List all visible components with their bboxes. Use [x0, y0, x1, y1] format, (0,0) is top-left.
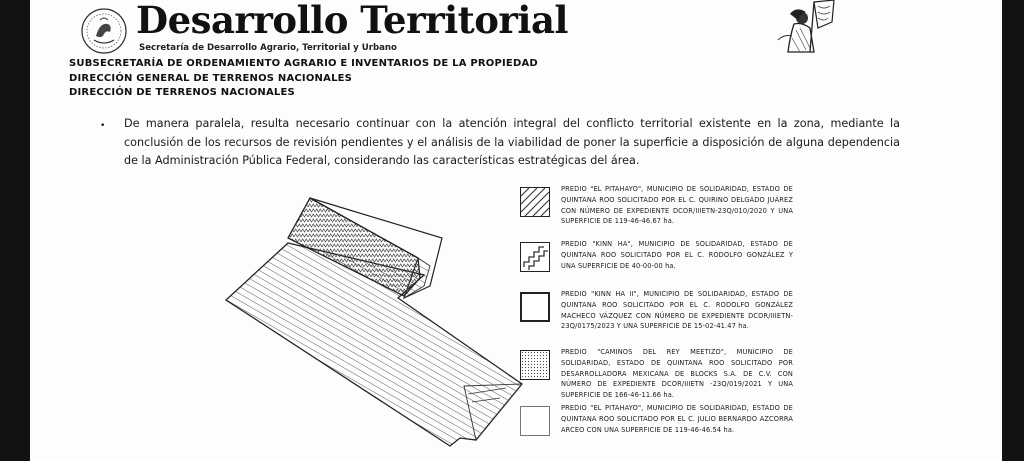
department-line-2: DIRECCIÓN GENERAL DE TERRENOS NACIONALES — [69, 73, 353, 84]
brand-title: Desarrollo Territorial — [136, 0, 568, 42]
brand-subtitle: Secretaría de Desarrollo Agrario, Territorial y Urbano — [139, 43, 397, 53]
left-dark-border — [0, 0, 30, 461]
department-line-3: DIRECCIÓN DE TERRENOS NACIONALES — [69, 87, 295, 98]
legend-text-3: PREDIO "KINN HA II", MUNICIPIO DE SOLIDARIDAD, ESTADO DE QUINTANA ROO SOLICITADO POR EL C. RODOLFO GONZÁLEZ MACHECO VÁZQUEZ CON NÚMERO DE EXPEDIENTE DCOR/IIIETN-23Q/0175/2023 Y UNA SUPERFICIE DE 15-02-41.47 ha. — [561, 290, 793, 331]
legend-text-4: PREDIO "CAMINOS DEL REY MEETIZO", MUNICIPIO DE SOLIDARIDAD, ESTADO DE QUINTANA ROO SOLICITADO POR DESARROLLADORA MEXICANA DE BLOCKS S.A. DE C.V. CON NÚMERO DE EXPEDIENTE DCOR/IIIETN -23Q/019/2021 Y UNA SUPERFICIE DE 166-46-11.66 ha. — [561, 348, 793, 400]
land-parcel-plan-diagram — [224, 188, 524, 448]
right-dark-border — [1002, 0, 1024, 461]
legend-text-5: PREDIO "EL PITAHAYO", MUNICIPIO DE SOLIDARIDAD, ESTADO DE QUINTANA ROO SOLICITADO POR EL C. JULIO BERNARDO AZCORRA ARCEO CON UNA SUPERFICIE DE 119-46-46.54 ha. — [561, 404, 793, 434]
body-paragraph: De manera paralela, resulta necesario continuar con la atención integral del conflicto territorial existente en la zona, mediante la conclusión de los recursos de revisión pendientes y el análisis de la viabilidad de poner la superficie a disposición de alguna dependencia de la Administración Pública Federal, considerando las características estratégicas del área. — [124, 117, 900, 167]
female-figure-with-flag-icon — [760, 0, 838, 56]
dotted-swatch-icon — [520, 350, 550, 380]
diagonal-hatch-swatch-icon — [520, 187, 550, 217]
blank-light-swatch-icon — [520, 406, 550, 436]
legend-text-2: PREDIO "KINN HA", MUNICIPIO DE SOLIDARIDAD, ESTADO DE QUINTANA ROO SOLICITADO POR EL C. RODOLFO GONZÁLEZ Y UNA SUPERFICIE DE 40-00-00 ha. — [561, 240, 793, 270]
bullet-point: • — [100, 121, 106, 131]
legend-text-1: PREDIO "EL PITAHAYO", MUNICIPIO DE SOLIDARIDAD, ESTADO DE QUINTANA ROO SOLICITADO POR EL C. QUIRINO DELGADO JUÁREZ CON NÚMERO DE EXPEDIENTE DCOR/IIIETN-23Q/010/2020 Y UNA SUPERFICIE DE 119-46-46.67 ha. — [561, 185, 793, 226]
department-line-1: SUBSECRETARÍA DE ORDENAMIENTO AGRARIO E INVENTARIOS DE LA PROPIEDAD — [69, 58, 538, 69]
blank-bold-swatch-icon — [520, 292, 550, 322]
mexico-coat-of-arms-icon — [78, 6, 130, 56]
zigzag-swatch-icon — [520, 242, 550, 272]
